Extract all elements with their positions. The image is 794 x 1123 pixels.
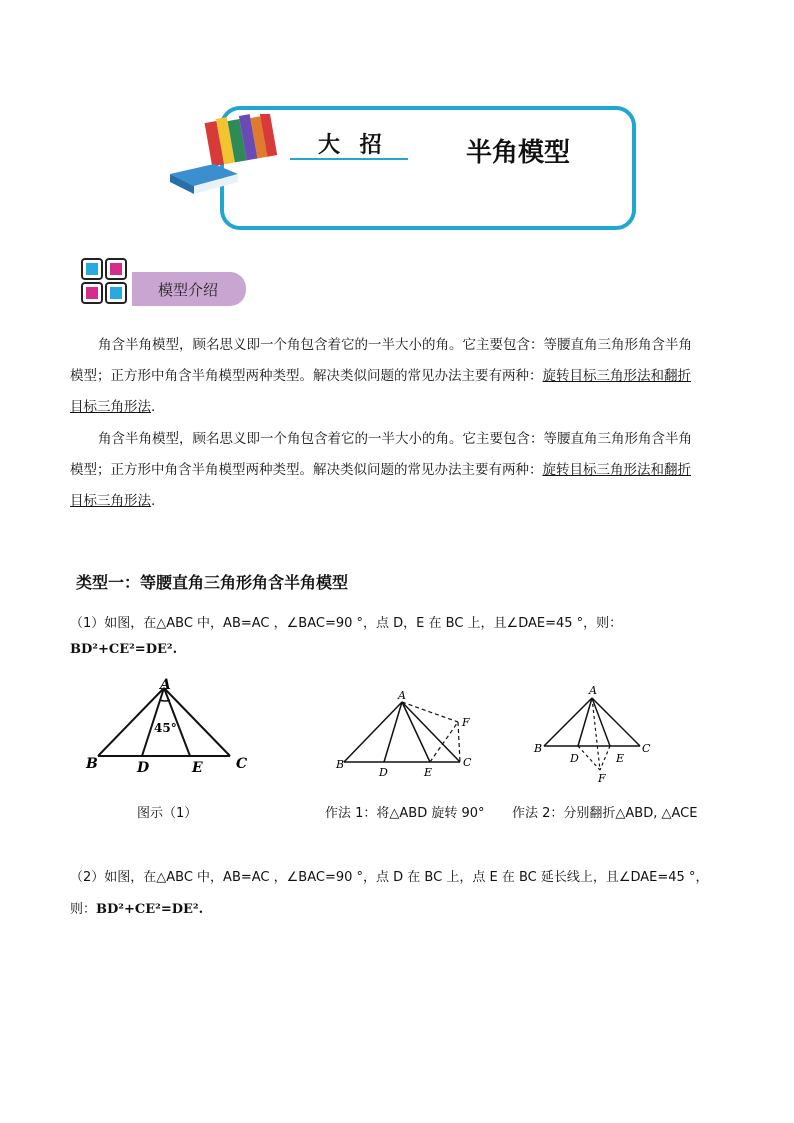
type1-heading: 类型一：等腰直角三角形角含半角模型: [76, 573, 349, 592]
paragraph-text: 模型；正方形中角含半角模型两种类型。解决类似问题的常见办法主要有两种：: [70, 368, 543, 384]
point-label: D: [137, 760, 150, 774]
point-label: A: [160, 677, 171, 693]
underlined-text: 旋转目标三角形法和翻折: [542, 462, 691, 478]
point-label: A: [398, 689, 406, 702]
point-label: F: [462, 716, 470, 729]
problem1-text: （1）如图，在△ABC 中，AB=AC ，∠BAC=90 °，点 D，E 在 BC 上，且∠DAE=45 °，则：: [70, 616, 623, 631]
point-label: C: [463, 756, 472, 769]
point-label: F: [598, 772, 606, 785]
intro-paragraph-1: [70, 330, 720, 423]
figure-3-caption: 作法 2：分别翻折△ABD, △ACE: [512, 806, 698, 821]
problem1-formula: BD²+CE²=DE².: [70, 642, 178, 657]
problem2-conclusion: [70, 898, 203, 917]
figure-1: [80, 674, 260, 774]
squares-icon: [80, 257, 132, 305]
paragraph-line: 角含半角模型，顾名思义即一个角包含着它的一半大小的角。它主要包含：等腰直角三角形角含半角: [98, 337, 692, 353]
underlined-text: 旋转目标三角形法和翻折: [542, 368, 691, 384]
point-label: D: [570, 752, 579, 765]
problem2-prefix: 则：: [70, 902, 97, 917]
paragraph-line: [70, 361, 720, 392]
problem2-text: （2）如图，在△ABC 中，AB=AC ，∠BAC=90 °，点 D 在 BC 上，点 E 在 BC 延长线上，且∠DAE=45 °，: [70, 870, 709, 885]
point-label: B: [534, 742, 543, 755]
paragraph-line: 角含半角模型，顾名思义即一个角包含着它的一半大小的角。它主要包含：等腰直角三角形角含半角: [98, 431, 692, 447]
banner-big-text: 大 招: [318, 132, 388, 158]
paragraph-text: 模型；正方形中角含半角模型两种类型。解决类似问题的常见办法主要有两种：: [70, 462, 543, 478]
point-label: E: [192, 760, 203, 774]
paragraph-text: .: [151, 493, 156, 509]
problem2-formula: BD²+CE²=DE².: [96, 902, 204, 917]
angle-label: 45°: [154, 721, 177, 735]
page-title: 半角模型: [466, 138, 571, 168]
figure-2: [332, 684, 482, 780]
books-icon: [166, 114, 296, 200]
point-label: A: [589, 684, 597, 697]
point-label: E: [424, 766, 433, 779]
point-label: C: [642, 742, 651, 755]
point-label: D: [379, 766, 388, 779]
figure-2-caption: 作法 1：将△ABD 旋转 90°: [325, 806, 485, 821]
figure-3: [532, 682, 662, 786]
paragraph-line: [70, 455, 720, 486]
paragraph-text: .: [151, 399, 156, 415]
paragraph-line: [70, 486, 720, 517]
section-label: 模型介绍: [158, 281, 219, 299]
figure-1-caption: 图示（1）: [137, 806, 198, 821]
point-label: E: [616, 752, 625, 765]
underlined-text: 目标三角形法: [70, 493, 151, 509]
intro-paragraph-2: [70, 424, 720, 517]
point-label: B: [86, 756, 98, 772]
underlined-text: 目标三角形法: [70, 399, 151, 415]
point-label: C: [236, 756, 248, 772]
point-label: B: [336, 758, 345, 771]
paragraph-line: [70, 392, 720, 423]
